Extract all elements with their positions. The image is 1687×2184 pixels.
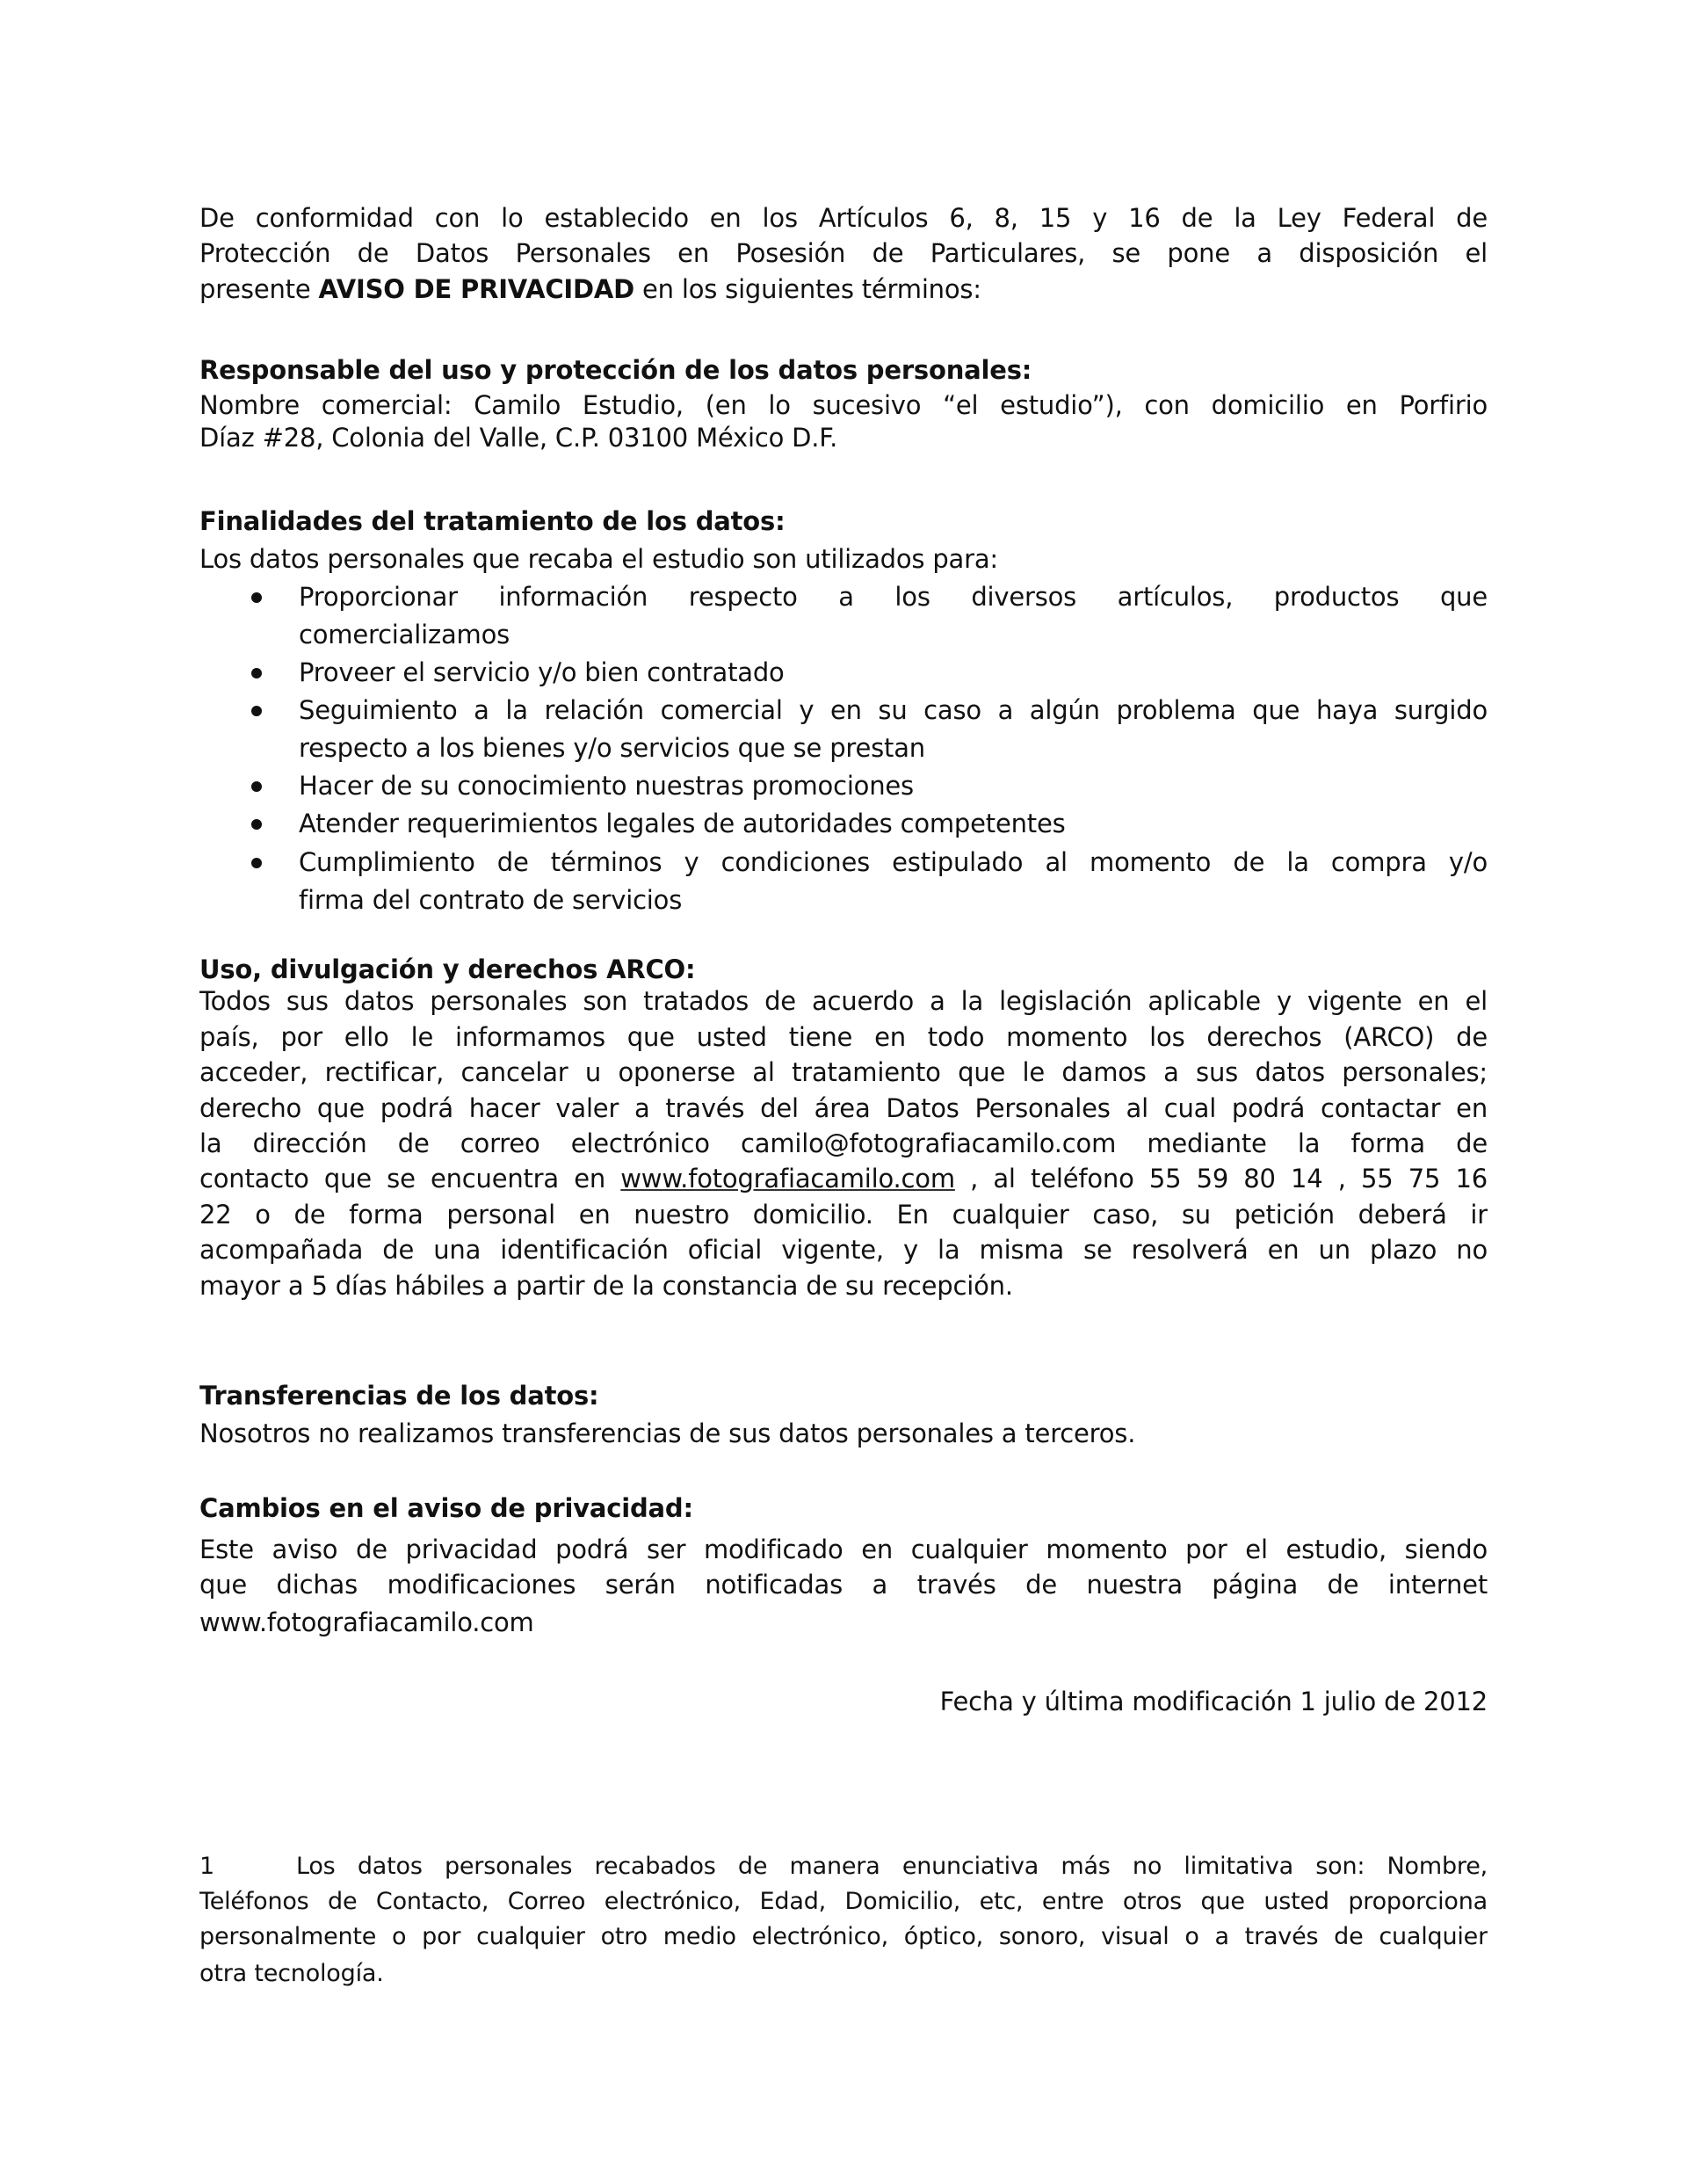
list-item-2: Proveer el servicio y/o bien contratado [299, 657, 785, 687]
arco-line-2: país, por ello le informamos que usted tiene en todo momento los derechos (ARCO) de [199, 1022, 1488, 1052]
cambios-line-1: Este aviso de privacidad podrá ser modificado en cualquier momento por el estudio, siendo [199, 1535, 1488, 1564]
responsable-line-2: Díaz #28, Colonia del Valle, C.P. 03100 México D.F. [199, 423, 838, 453]
bullet-icon [251, 706, 262, 716]
section-heading-cambios: Cambios en el aviso de privacidad: [199, 1493, 693, 1523]
footnote-line-4: otra tecnología. [199, 1960, 384, 1987]
website-link[interactable]: www.fotografiacamilo.com [620, 1164, 955, 1194]
last-modified-date: Fecha y última modificación 1 julio de 2012 [939, 1687, 1488, 1716]
section-heading-finalidades: Finalidades del tratamiento de los datos: [199, 506, 786, 536]
finalidades-intro: Los datos personales que recaba el estudio son utilizados para: [199, 544, 998, 574]
aviso-title: AVISO DE PRIVACIDAD [318, 274, 634, 304]
intro-line-3 [199, 272, 1488, 307]
list-item-1-line-2: comercializamos [299, 620, 510, 649]
list-item-6-line-1: Cumplimiento de términos y condiciones estipulado al momento de la compra y/o [299, 847, 1488, 877]
list-item-1-line-1: Proporcionar información respecto a los diversos artículos, productos que [299, 582, 1488, 612]
footnote-line-2: Teléfonos de Contacto, Correo electrónico, Edad, Domicilio, etc, entre otros que usted proporciona [199, 1888, 1488, 1915]
intro-text-end: en los siguientes términos: [634, 274, 981, 304]
arco-line-5: la dirección de correo electrónico camilo@fotografiacamilo.com mediante la forma de [199, 1128, 1488, 1158]
list-item-3-line-2: respecto a los bienes y/o servicios que se prestan [299, 733, 925, 763]
arco-line-9: mayor a 5 días hábiles a partir de la constancia de su recepción. [199, 1271, 1013, 1301]
footnote-number: 1 [199, 1853, 214, 1880]
bullet-icon [251, 668, 262, 678]
arco-line-4: derecho que podrá hacer valer a través del área Datos Personales al cual podrá contactar en [199, 1093, 1488, 1123]
bullet-icon [251, 592, 262, 603]
list-item-3-line-1: Seguimiento a la relación comercial y en su caso a algún problema que haya surgido [299, 695, 1488, 725]
arco-text: contacto que se encuentra en [199, 1164, 621, 1194]
bullet-icon [251, 781, 262, 792]
bullet-icon [251, 858, 262, 868]
list-item-5: Atender requerimientos legales de autoridades competentes [299, 809, 1066, 838]
arco-line-1: Todos sus datos personales son tratados de acuerdo a la legislación aplicable y vigente en el [199, 986, 1488, 1016]
intro-text: presente [199, 274, 319, 304]
list-item-6-line-2: firma del contrato de servicios [299, 885, 683, 915]
footnote-text: Los datos personales recabados de manera enunciativa más no limitativa son: Nombre, [296, 1853, 1488, 1880]
responsable-line-1: Nombre comercial: Camilo Estudio, (en lo sucesivo “el estudio”), con domicilio en Porfirio [199, 390, 1488, 420]
arco-line-8: acompañada de una identificación oficial vigente, y la misma se resolverá en un plazo no [199, 1235, 1488, 1265]
arco-line-3: acceder, rectificar, cancelar u oponerse al tratamiento que le damos a sus datos personales; [199, 1057, 1488, 1087]
phone-text: , al teléfono 55 59 80 14 , 55 75 16 [954, 1164, 1488, 1194]
footnote-line-3: personalmente o por cualquier otro medio electrónico, óptico, sonoro, visual o a través de cualquier [199, 1923, 1488, 1950]
section-heading-responsable: Responsable del uso y protección de los datos personales: [199, 355, 1032, 385]
section-heading-transferencias: Transferencias de los datos: [199, 1381, 599, 1411]
transferencias-body: Nosotros no realizamos transferencias de sus datos personales a terceros. [199, 1419, 1136, 1448]
intro-line-2: Protección de Datos Personales en Posesión de Particulares, se pone a disposición el [199, 238, 1488, 268]
arco-line-7: 22 o de forma personal en nuestro domicilio. En cualquier caso, su petición deberá ir [199, 1200, 1488, 1230]
list-item-4: Hacer de su conocimiento nuestras promociones [299, 771, 914, 801]
cambios-line-3: www.fotografiacamilo.com [199, 1607, 534, 1637]
intro-line-1: De conformidad con lo establecido en los Artículos 6, 8, 15 y 16 de la Ley Federal de [199, 203, 1488, 233]
section-heading-arco: Uso, divulgación y derechos ARCO: [199, 954, 696, 984]
arco-line-6 [199, 1161, 1488, 1196]
bullet-icon [251, 819, 262, 830]
footnote-line-1 [199, 1849, 1488, 1884]
cambios-line-2: que dichas modificaciones serán notificadas a través de nuestra página de internet [199, 1570, 1488, 1600]
